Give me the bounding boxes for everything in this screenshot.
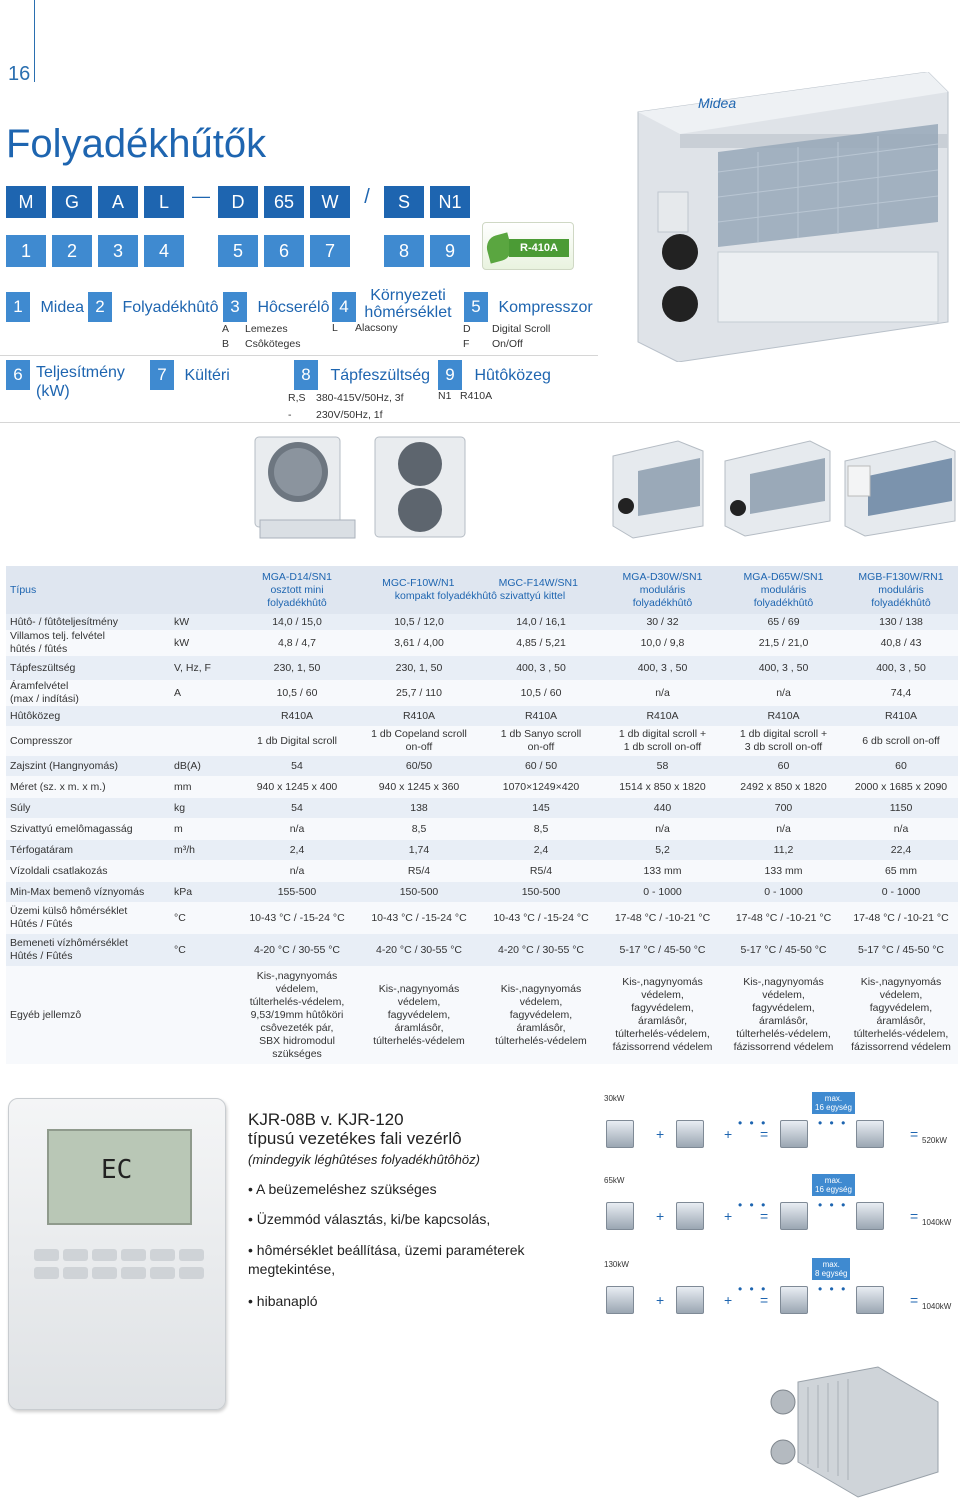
table-cell: 54 — [236, 798, 358, 818]
table-cell: 21,5 / 21,0 — [723, 630, 844, 656]
table-cell: 1,74 — [358, 840, 480, 860]
table-row — [6, 966, 958, 1064]
product-image-130kw — [840, 436, 958, 541]
code-number: 2 — [52, 235, 92, 267]
table-row — [6, 614, 958, 630]
table-row — [6, 840, 958, 860]
code-letter: L — [144, 186, 184, 218]
table-cell: 2,4 — [480, 840, 602, 860]
table-cell: 25,7 / 110 — [358, 680, 480, 706]
row-unit — [172, 726, 236, 756]
table-cell: 138 — [358, 798, 480, 818]
row-label: Szivattyú emelômagasság — [6, 818, 172, 840]
legend-9-options: N1 R410A — [438, 390, 493, 402]
row-unit: kg — [172, 798, 236, 818]
table-cell: R410A — [602, 706, 723, 726]
legend-label: Hôcserélô — [257, 299, 330, 316]
ellipsis-dots: • • • — [818, 1282, 848, 1296]
row-label: Egyéb jellemzô — [6, 966, 172, 1064]
table-row — [6, 860, 958, 882]
table-cell: 130 / 138 — [844, 614, 958, 630]
row-label: Súly — [6, 798, 172, 818]
code-letter: A — [98, 186, 138, 218]
table-cell: n/a — [236, 860, 358, 882]
row-unit: kW — [172, 614, 236, 630]
table-cell: 150-500 — [358, 882, 480, 902]
table-row — [6, 902, 958, 934]
page-title: Folyadékhűtők — [6, 122, 267, 166]
row-unit: kW — [172, 630, 236, 656]
code-letter: 65 — [264, 186, 304, 218]
row-unit: mm — [172, 776, 236, 798]
table-cell: R410A — [480, 706, 602, 726]
legend-label: Hûtôközeg — [474, 367, 551, 384]
table-cell: R410A — [236, 706, 358, 726]
table-cell: 4-20 °C / 30-55 °C — [358, 934, 480, 966]
legend-item-4 — [332, 292, 356, 322]
chiller-module-icon — [856, 1202, 884, 1230]
header-line — [34, 0, 35, 82]
table-cell: 22,4 — [844, 840, 958, 860]
table-cell: 1070×1249×420 — [480, 776, 602, 798]
legend-8-options: R,S 380-415V/50Hz, 3f - 230V/50Hz, 1f — [288, 392, 404, 421]
table-cell: 5-17 °C / 45-50 °C — [602, 934, 723, 966]
table-cell: 74,4 — [844, 680, 958, 706]
table-cell: 14,0 / 16,1 — [480, 614, 602, 630]
row-unit: dB(A) — [172, 756, 236, 776]
equals-sign: = — [910, 1126, 919, 1142]
table-cell: n/a — [723, 680, 844, 706]
table-cell: 30 / 32 — [602, 614, 723, 630]
legend-item-7 — [150, 360, 230, 390]
table-cell: 400, 3 , 50 — [480, 656, 602, 680]
legend-num: 4 — [332, 292, 356, 322]
bullet-item: • Üzemmód választás, ki/be kapcsolás, — [248, 1211, 491, 1227]
table-cell: Kis-,nagynyomás védelem, fagyvédelem, áramlásôr, túlterhelés-védelem, fázissorrend védelem — [723, 966, 844, 1064]
table-cell: 230, 1, 50 — [236, 656, 358, 680]
table-row — [6, 726, 958, 756]
table-row — [6, 882, 958, 902]
model-code-numbers — [6, 235, 470, 267]
row-label: Üzemi külsô hômérséklet Hûtés / Fûtés — [6, 902, 172, 934]
table-cell: 0 - 1000 — [602, 882, 723, 902]
table-cell: 4-20 °C / 30-55 °C — [236, 934, 358, 966]
legend-num: 1 — [6, 292, 30, 322]
plus-sign: + — [724, 1126, 733, 1142]
table-cell: 440 — [602, 798, 723, 818]
table-cell: Kis-,nagynyomás védelem, fagyvédelem, áramlásôr, túlterhelés-védelem, fázissorrend védelem — [602, 966, 723, 1064]
table-cell: 1 db Copeland scroll on-off — [358, 726, 480, 756]
row-unit: V, Hz, F — [172, 656, 236, 680]
table-cell: 400, 3 , 50 — [602, 656, 723, 680]
product-image-split — [250, 432, 360, 542]
table-cell: 5-17 °C / 45-50 °C — [844, 934, 958, 966]
code-number: 6 — [264, 235, 304, 267]
table-cell: 1150 — [844, 798, 958, 818]
table-cell: 700 — [723, 798, 844, 818]
legend-item-2 — [88, 292, 219, 322]
equals-sign: = — [760, 1292, 769, 1308]
code-slash: / — [364, 186, 370, 208]
table-cell: 40,8 / 43 — [844, 630, 958, 656]
code-number: 3 — [98, 235, 138, 267]
code-dash: — — [192, 186, 210, 206]
table-cell: 3,61 / 4,00 — [358, 630, 480, 656]
legend-6-label: Teljesítmény (kW) — [36, 364, 125, 400]
plate-heat-exchanger-image — [768, 1362, 948, 1502]
code-number: 9 — [430, 235, 470, 267]
plus-sign: + — [724, 1208, 733, 1224]
controller-subtitle: (mindegyik léghûtéses folyadékhûtôhöz) — [248, 1152, 480, 1167]
max-units-badge: max. 16 egység — [812, 1174, 855, 1196]
table-cell: 60 — [723, 756, 844, 776]
legend-label: Kültéri — [184, 367, 230, 384]
table-cell: 133 mm — [723, 860, 844, 882]
table-cell: 2000 x 1685 x 2090 — [844, 776, 958, 798]
page-number: 16 — [8, 63, 31, 85]
legend-5-options: D Digital Scroll F On/Off — [463, 323, 551, 350]
code-number: 8 — [384, 235, 424, 267]
table-cell: 400, 3 , 50 — [844, 656, 958, 680]
table-cell: Kis-,nagynyomás védelem, fagyvédelem, áramlásôr, túlterhelés-védelem, fázissorrend védelem — [844, 966, 958, 1064]
ellipsis-dots: • • • — [738, 1282, 768, 1296]
table-cell: R410A — [723, 706, 844, 726]
legend-num: 3 — [223, 292, 247, 322]
plus-sign: + — [656, 1292, 665, 1308]
code-letter: G — [52, 186, 92, 218]
legend-4-label: Környezeti hômérséklet — [364, 287, 452, 321]
ellipsis-dots: • • • — [738, 1198, 768, 1212]
max-units-badge: max. 16 egység — [812, 1092, 855, 1114]
spec-table — [6, 566, 958, 1064]
code-number: 1 — [6, 235, 46, 267]
unit-capacity: 65kW — [604, 1176, 625, 1185]
table-cell: 10-43 °C / -15-24 °C — [236, 902, 358, 934]
product-image-30kw — [608, 436, 708, 541]
max-units-badge: max. 8 egység — [812, 1258, 850, 1280]
table-row — [6, 680, 958, 706]
table-cell: R5/4 — [480, 860, 602, 882]
controller-buttons — [34, 1249, 204, 1329]
table-cell: 2492 x 850 x 1820 — [723, 776, 844, 798]
total-capacity: 1040kW — [922, 1302, 952, 1311]
bullet-item: • A beüzemeléshez szükséges — [248, 1181, 437, 1197]
row-unit: m³/h — [172, 840, 236, 860]
controller-title: KJR-08B v. KJR-120 típusú vezetékes fali vezérlô — [248, 1110, 462, 1148]
legend-num: 2 — [88, 292, 112, 322]
row-label: Térfogatáram — [6, 840, 172, 860]
plus-sign: + — [656, 1208, 665, 1224]
row-unit — [172, 966, 236, 1064]
equals-sign: = — [910, 1292, 919, 1308]
row-label: Bemeneti vízhômérséklet Hûtés / Fûtés — [6, 934, 172, 966]
row-label: Tápfeszültség — [6, 656, 172, 680]
table-cell: 150-500 — [480, 882, 602, 902]
equals-sign: = — [760, 1208, 769, 1224]
table-cell: 10-43 °C / -15-24 °C — [358, 902, 480, 934]
legend-item-3 — [223, 292, 329, 322]
legend-label: Folyadékhûtô — [122, 299, 219, 316]
row-unit — [172, 706, 236, 726]
table-cell: 940 x 1245 x 360 — [358, 776, 480, 798]
table-cell: R410A — [358, 706, 480, 726]
table-header-cell: MGC-F10W/N1 MGC-F14W/SN1 kompakt folyadékhûtô szivattyú kittel — [358, 566, 602, 614]
row-unit: °C — [172, 934, 236, 966]
table-cell: 4-20 °C / 30-55 °C — [480, 934, 602, 966]
chiller-hero-image — [598, 72, 953, 362]
table-row — [6, 934, 958, 966]
table-cell: 10,0 / 9,8 — [602, 630, 723, 656]
table-cell: 1 db Digital scroll — [236, 726, 358, 756]
legend-item-9 — [438, 360, 551, 390]
model-code-letters — [6, 186, 470, 218]
divider — [0, 422, 960, 423]
table-row — [6, 630, 958, 656]
row-unit: m — [172, 818, 236, 840]
chiller-module-icon — [676, 1120, 704, 1148]
table-cell: 1514 x 850 x 1820 — [602, 776, 723, 798]
table-row — [6, 818, 958, 840]
legend-num: 7 — [150, 360, 174, 390]
table-cell: 5-17 °C / 45-50 °C — [723, 934, 844, 966]
table-cell: 17-48 °C / -10-21 °C — [602, 902, 723, 934]
code-letter: M — [6, 186, 46, 218]
code-letter: S — [384, 186, 424, 218]
table-cell: n/a — [236, 818, 358, 840]
table-cell: 11,2 — [723, 840, 844, 860]
row-unit: A — [172, 680, 236, 706]
table-row — [6, 798, 958, 818]
table-cell: 1 db digital scroll + 3 db scroll on-off — [723, 726, 844, 756]
controller-bullets — [248, 1181, 568, 1309]
table-cell: R410A — [844, 706, 958, 726]
refrigerant-label: R-410A — [509, 239, 569, 257]
table-cell: 17-48 °C / -10-21 °C — [844, 902, 958, 934]
product-image-65kw — [720, 436, 835, 541]
table-cell: 5,2 — [602, 840, 723, 860]
wired-controller-image — [8, 1098, 226, 1410]
code-number: 5 — [218, 235, 258, 267]
legend-label: Tápfeszültség — [330, 367, 431, 384]
bullet-item: • hômérséklet beállítása, üzemi paraméterek megtekintése, — [248, 1242, 525, 1277]
table-header-cell: MGA-D14/SN1 osztott mini folyadékhûtô — [236, 566, 358, 614]
legend-num: 9 — [438, 360, 462, 390]
chiller-module-icon — [606, 1202, 634, 1230]
table-row — [6, 656, 958, 680]
legend-label: Kompresszor — [498, 299, 593, 316]
table-cell: Kis-,nagynyomás védelem, fagyvédelem, áramlásôr, túlterhelés-védelem — [480, 966, 602, 1064]
row-label: Zajszint (Hangnyomás) — [6, 756, 172, 776]
legend-item-5 — [464, 292, 593, 322]
ellipsis-dots: • • • — [818, 1116, 848, 1130]
table-header-cell: MGA-D65W/SN1 moduláris folyadékhûtô — [723, 566, 844, 614]
table-row — [6, 706, 958, 726]
table-cell: n/a — [602, 680, 723, 706]
table-cell: 10,5 / 60 — [480, 680, 602, 706]
table-cell: 8,5 — [480, 818, 602, 840]
chiller-module-icon — [676, 1286, 704, 1314]
row-label: Áramfelvétel (max / indítási) — [6, 680, 172, 706]
table-header-cell: MGA-D30W/SN1 moduláris folyadékhûtô — [602, 566, 723, 614]
table-cell: 17-48 °C / -10-21 °C — [723, 902, 844, 934]
code-number: 7 — [310, 235, 350, 267]
table-header-row — [6, 566, 958, 614]
table-cell: 2,4 — [236, 840, 358, 860]
chiller-module-icon — [856, 1120, 884, 1148]
unit-capacity: 30kW — [604, 1094, 625, 1103]
table-cell: 65 mm — [844, 860, 958, 882]
legend-item-8 — [294, 360, 430, 390]
plus-sign: + — [724, 1292, 733, 1308]
legend-num: 5 — [464, 292, 488, 322]
code-letter: N1 — [430, 186, 470, 218]
row-label: Vízoldali csatlakozás — [6, 860, 172, 882]
row-label: Villamos telj. felvétel hûtés / fûtés — [6, 630, 172, 656]
total-capacity: 1040kW — [922, 1218, 952, 1227]
equals-sign: = — [760, 1126, 769, 1142]
table-row — [6, 756, 958, 776]
chiller-module-icon — [780, 1202, 808, 1230]
table-header-cell: MGB-F130W/RN1 moduláris folyadékhûtô — [844, 566, 958, 614]
legend-label: Midea — [40, 299, 85, 316]
divider — [0, 355, 598, 356]
table-cell: 4,8 / 4,7 — [236, 630, 358, 656]
table-cell: 230, 1, 50 — [358, 656, 480, 680]
table-header-label: Típus — [6, 566, 172, 614]
table-cell: 65 / 69 — [723, 614, 844, 630]
table-cell: 133 mm — [602, 860, 723, 882]
table-cell: 58 — [602, 756, 723, 776]
table-cell: 145 — [480, 798, 602, 818]
table-cell: 1 db digital scroll + 1 db scroll on-off — [602, 726, 723, 756]
table-cell: 1 db Sanyo scroll on-off — [480, 726, 602, 756]
row-unit: kPa — [172, 882, 236, 902]
row-label: Compresszor — [6, 726, 172, 756]
table-cell: n/a — [602, 818, 723, 840]
chiller-module-icon — [606, 1286, 634, 1314]
product-image-compact — [370, 432, 475, 542]
legend-item-1 — [6, 292, 84, 322]
table-cell: 10,5 / 60 — [236, 680, 358, 706]
chiller-module-icon — [676, 1202, 704, 1230]
table-cell: 60/50 — [358, 756, 480, 776]
table-cell: Kis-,nagynyomás védelem, túlterhelés-védelem, 9,53/19mm hûtôköri csôvezeték pár, SBX hidromodul szükséges — [236, 966, 358, 1064]
row-label: Méret (sz. x m. x m.) — [6, 776, 172, 798]
table-cell: 8,5 — [358, 818, 480, 840]
table-cell: 54 — [236, 756, 358, 776]
row-label: Min-Max bemenô víznyomás — [6, 882, 172, 902]
table-cell: n/a — [723, 818, 844, 840]
row-label: Hûtôközeg — [6, 706, 172, 726]
legend-3-options: A Lemezes B Csôköteges — [222, 323, 301, 350]
chiller-module-icon — [780, 1286, 808, 1314]
table-cell: 14,0 / 15,0 — [236, 614, 358, 630]
legend-item-6 — [6, 360, 30, 390]
table-cell: 60 — [844, 756, 958, 776]
table-cell: 10,5 / 12,0 — [358, 614, 480, 630]
table-cell: 6 db scroll on-off — [844, 726, 958, 756]
table-cell: 60 / 50 — [480, 756, 602, 776]
chiller-module-icon — [856, 1286, 884, 1314]
code-letter: D — [218, 186, 258, 218]
table-cell: n/a — [844, 818, 958, 840]
plus-sign: + — [656, 1126, 665, 1142]
row-label: Hûtô- / fûtôteljesítmény — [6, 614, 172, 630]
row-unit — [172, 860, 236, 882]
legend-4-options: L Alacsony — [332, 322, 398, 334]
table-cell: 4,85 / 5,21 — [480, 630, 602, 656]
code-letter: W — [310, 186, 350, 218]
table-cell: 940 x 1245 x 400 — [236, 776, 358, 798]
ellipsis-dots: • • • — [818, 1198, 848, 1212]
table-cell: R5/4 — [358, 860, 480, 882]
code-number: 4 — [144, 235, 184, 267]
total-capacity: 520kW — [922, 1136, 947, 1145]
refrigerant-badge — [482, 222, 574, 270]
row-unit: °C — [172, 902, 236, 934]
chiller-module-icon — [606, 1120, 634, 1148]
table-cell: 10-43 °C / -15-24 °C — [480, 902, 602, 934]
unit-capacity: 130kW — [604, 1260, 629, 1269]
table-cell: 155-500 — [236, 882, 358, 902]
chiller-module-icon — [780, 1120, 808, 1148]
legend-num: 8 — [294, 360, 318, 390]
table-cell: 0 - 1000 — [723, 882, 844, 902]
ellipsis-dots: • • • — [738, 1116, 768, 1130]
equals-sign: = — [910, 1208, 919, 1224]
bullet-item: • hibanapló — [248, 1293, 318, 1309]
table-cell: 400, 3 , 50 — [723, 656, 844, 680]
table-cell: Kis-,nagynyomás védelem, fagyvédelem, áramlásôr, túlterhelés-védelem — [358, 966, 480, 1064]
controller-display: EC — [47, 1129, 192, 1225]
table-cell: 0 - 1000 — [844, 882, 958, 902]
legend-num: 6 — [6, 360, 30, 390]
table-row — [6, 776, 958, 798]
brand-logo: Midea — [698, 95, 737, 111]
